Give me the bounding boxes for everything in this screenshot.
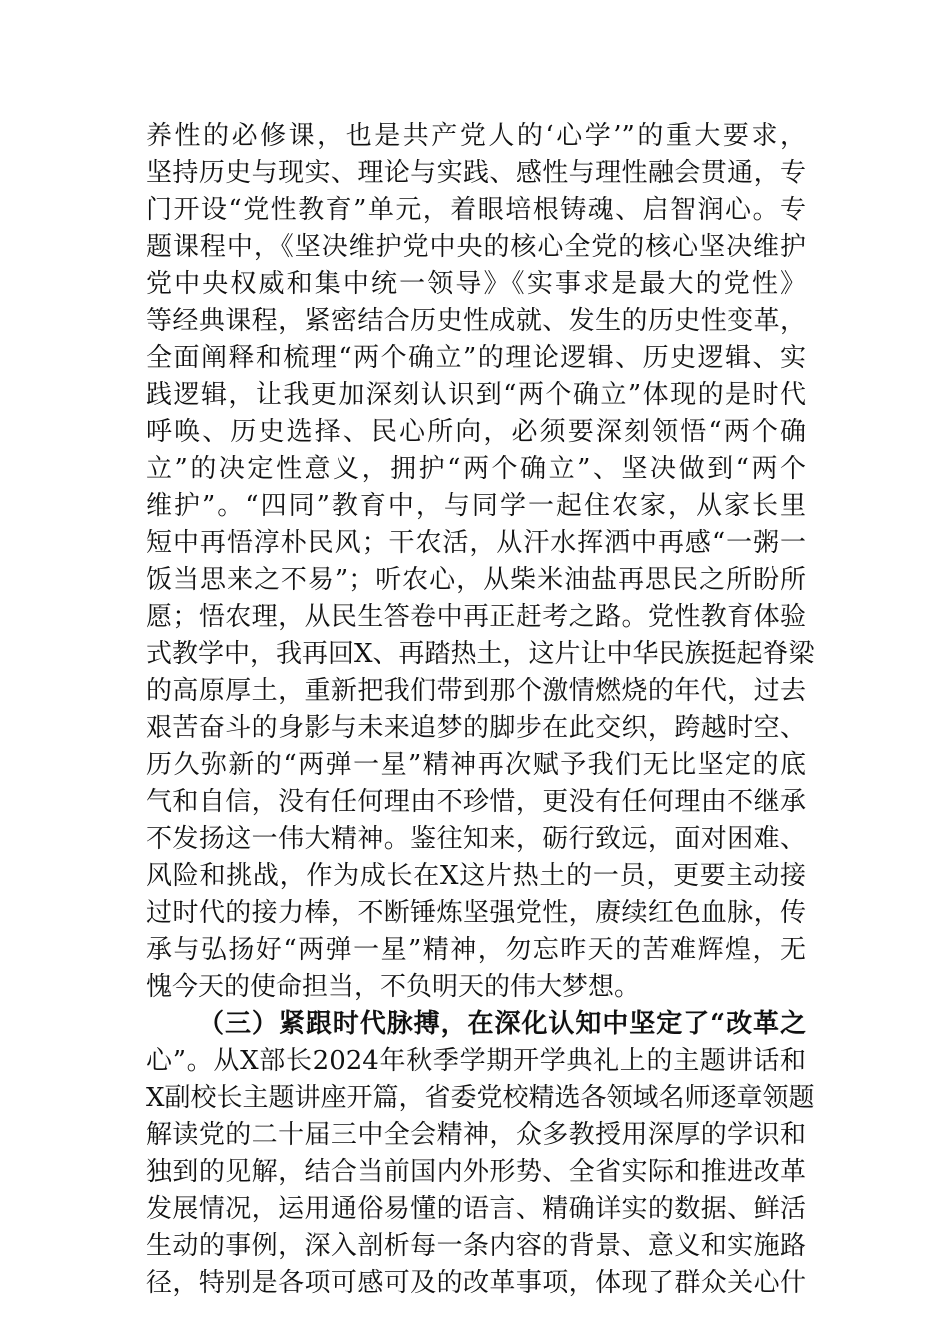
text-line: 心”。从X部长2024年秋季学期开学典礼上的主题讲话和 (146, 1046, 806, 1076)
text-line: 呼唤、历史选择、民心所向，必须要深刻领悟“两个确 (146, 417, 806, 447)
text-line: 气和自信，没有任何理由不珍惜，更没有任何理由不继承 (146, 787, 806, 817)
text-line: 养性的必修课，也是共产党人的‘心学’”的重大要求， (146, 121, 806, 151)
text-line: 践逻辑，让我更加深刻认识到“两个确立”体现的是时代 (146, 380, 806, 410)
text-line: 愿；悟农理，从民生答卷中再正赶考之路。党性教育体验 (146, 602, 806, 632)
text-line: 承与弘扬好“两弹一星”精神，勿忘昨天的苦难辉煌，无 (146, 935, 806, 965)
text-line: 党中央权威和集中统一领导》《实事求是最大的党性》 (146, 269, 806, 299)
text-line: 径，特别是各项可感可及的改革事项，体现了群众关心什 (146, 1268, 806, 1298)
text-line: 历久弥新的“两弹一星”精神再次赋予我们无比坚定的底 (146, 750, 806, 780)
text-line: 全面阐释和梳理“两个确立”的理论逻辑、历史逻辑、实 (146, 343, 806, 373)
text-line: 的高原厚土，重新把我们带到那个激情燃烧的年代，过去 (146, 676, 806, 706)
text-line: X副校长主题讲座开篇，省委党校精选各领域名师逐章领题 (146, 1083, 815, 1113)
text-line: 解读党的二十届三中全会精神，众多教授用深厚的学识和 (146, 1120, 806, 1150)
text-line: 发展情况，运用通俗易懂的语言、精确详实的数据、鲜活 (146, 1194, 806, 1224)
text-line: 维护”。“四同”教育中，与同学一起住农家，从家长里 (146, 491, 806, 521)
text-line: 艰苦奋斗的身影与未来追梦的脚步在此交织，跨越时空、 (146, 713, 806, 743)
text-line: 饭当思来之不易”；听农心，从柴米油盐再思民之所盼所 (146, 565, 806, 595)
text-line: 式教学中，我再回X、再踏热土，这片让中华民族挺起脊梁 (146, 639, 815, 669)
text-line: 风险和挑战，作为成长在X这片热土的一员，更要主动接 (146, 861, 806, 891)
text-line: 等经典课程，紧密结合历史性成就、发生的历史性变革， (146, 306, 806, 336)
text-line: 愧今天的使命担当，不负明天的伟大梦想。 (146, 972, 641, 1002)
text-line: 生动的事例，深入剖析每一条内容的背景、意义和实施路 (146, 1231, 806, 1261)
text-line: 不发扬这一伟大精神。鉴往知来，砺行致远，面对困难、 (146, 824, 806, 854)
text-line: 坚持历史与现实、理论与实践、感性与理性融会贯通，专 (146, 158, 806, 188)
text-line: 独到的见解，结合当前国内外形势、全省实际和推进改革 (146, 1157, 806, 1187)
text-line: 门开设“党性教育”单元，着眼培根铸魂、启智润心。专 (146, 195, 806, 225)
section-heading: （三）紧跟时代脉搏，在深化认知中坚定了“改革之 (198, 1009, 806, 1039)
text-line: 题课程中，《坚决维护党中央的核心全党的核心坚决维护 (146, 232, 806, 262)
text-line: 过时代的接力棒，不断锤炼坚强党性，赓续红色血脉，传 (146, 898, 806, 928)
text-line: 短中再悟淳朴民风；干农活，从汗水挥洒中再感“一粥一 (146, 528, 806, 558)
text-line: 立”的决定性意义，拥护“两个确立”、坚决做到“两个 (146, 454, 806, 484)
